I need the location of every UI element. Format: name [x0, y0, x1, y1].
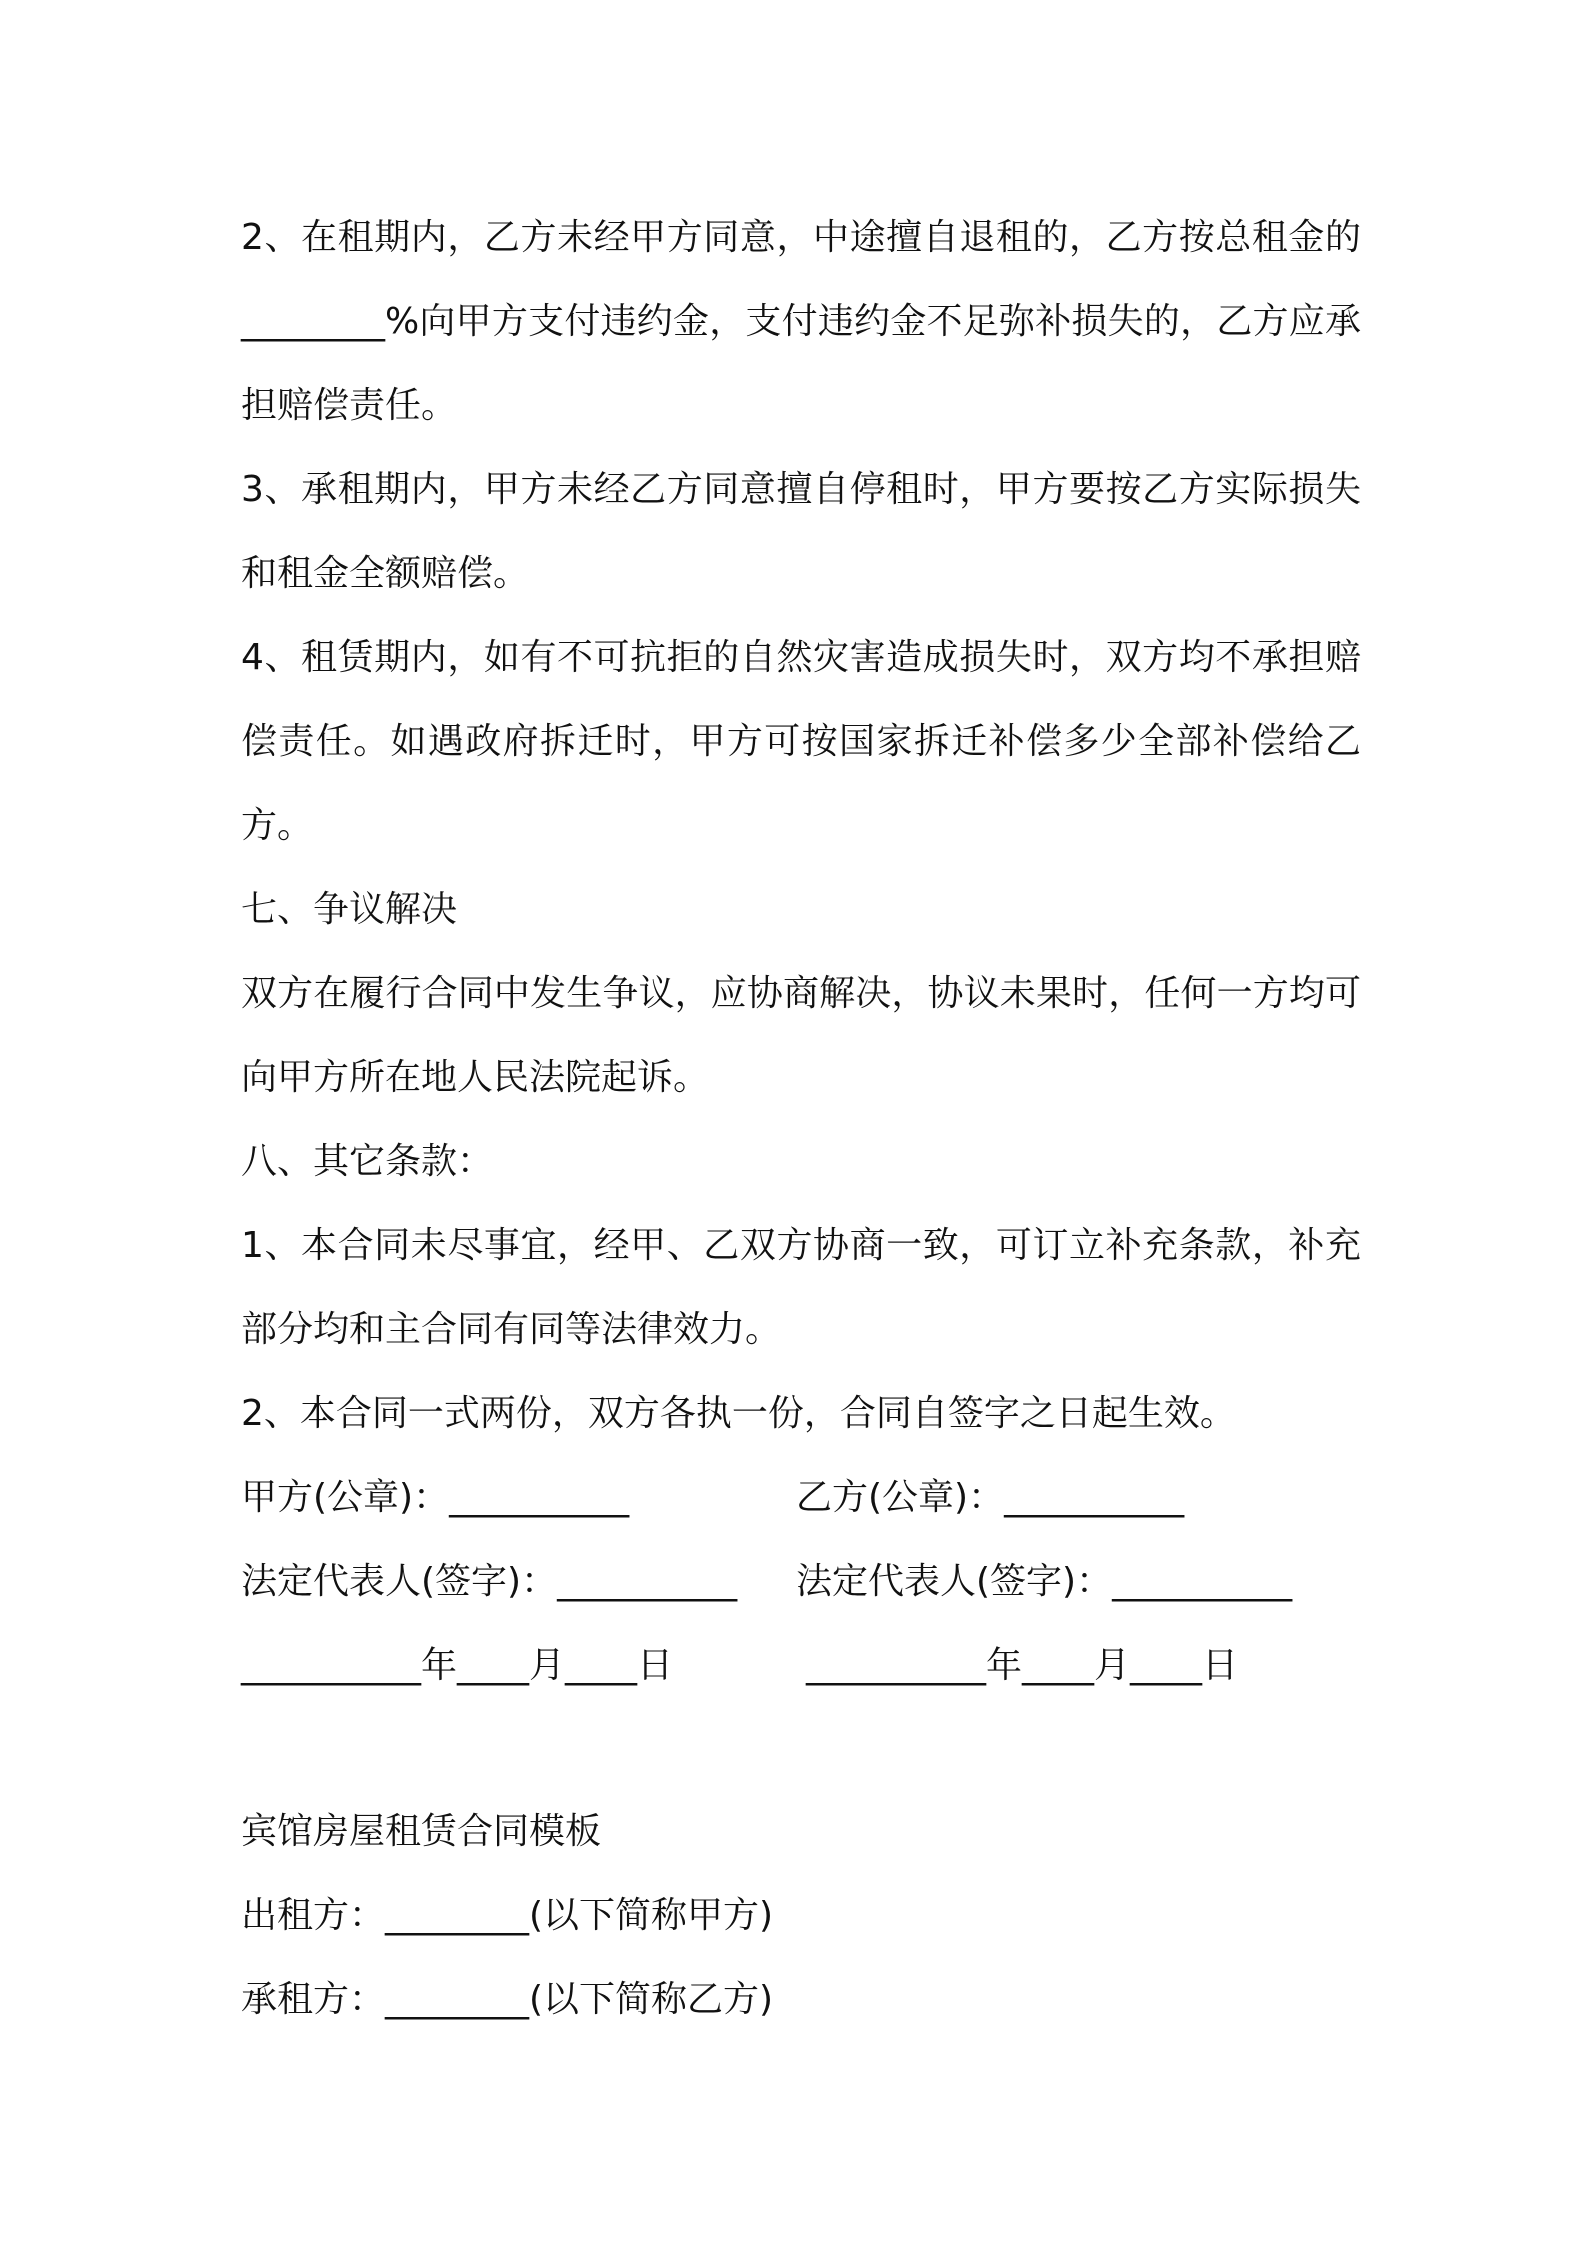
clause-8-2: 2、本合同一式两份，双方各执一份，合同自签字之日起生效。: [241, 1393, 1236, 1434]
party-a-representative-field: 法定代表人(签字)：__________: [241, 1561, 738, 1602]
clause-8-1: 1、本合同未尽事宜，经甲、乙双方协商一致，可订立补充条款，补充部分均和主合同有同等法律效力。: [241, 1225, 1361, 1350]
signature-representative-row: [241, 1540, 1361, 1624]
party-b-representative-field: 法定代表人(签字)：__________: [796, 1561, 1293, 1602]
party-a-seal-field: 甲方(公章)：__________: [241, 1477, 630, 1518]
signature-date-row: [241, 1624, 1361, 1708]
section-7-heading: 七、争议解决: [241, 889, 458, 930]
template-title: 宾馆房屋租赁合同模板: [241, 1811, 602, 1852]
document-content: [241, 196, 1361, 2042]
signature-seal-row: [241, 1456, 1361, 1540]
section-spacer: [241, 1708, 1361, 1790]
clause-6-4: 4、租赁期内，如有不可抗拒的自然灾害造成损失时，双方均不承担赔偿责任。如遇政府拆迁时，甲方可按国家拆迁补偿多少全部补偿给乙方。: [241, 637, 1361, 846]
section-7-body: 双方在履行合同中发生争议，应协商解决，协议未果时，任何一方均可向甲方所在地人民法院起诉。: [241, 973, 1361, 1098]
section-8-heading: 八、其它条款：: [241, 1141, 494, 1182]
party-a-date-field: __________年____月____日: [241, 1645, 673, 1686]
clause-6-3: 3、承租期内，甲方未经乙方同意擅自停租时，甲方要按乙方实际损失和租金全额赔偿。: [241, 469, 1361, 594]
party-b-date-field: __________年____月____日: [806, 1645, 1238, 1686]
clause-6-2: 2、在租期内，乙方未经甲方同意，中途擅自退租的，乙方按总租金的________%向甲方支付违约金，支付违约金不足弥补损失的，乙方应承担赔偿责任。: [241, 217, 1361, 426]
lessor-field: 出租方：________(以下简称甲方): [241, 1895, 774, 1936]
lessee-field: 承租方：________(以下简称乙方): [241, 1979, 774, 2020]
party-b-seal-field: 乙方(公章)：__________: [796, 1477, 1185, 1518]
